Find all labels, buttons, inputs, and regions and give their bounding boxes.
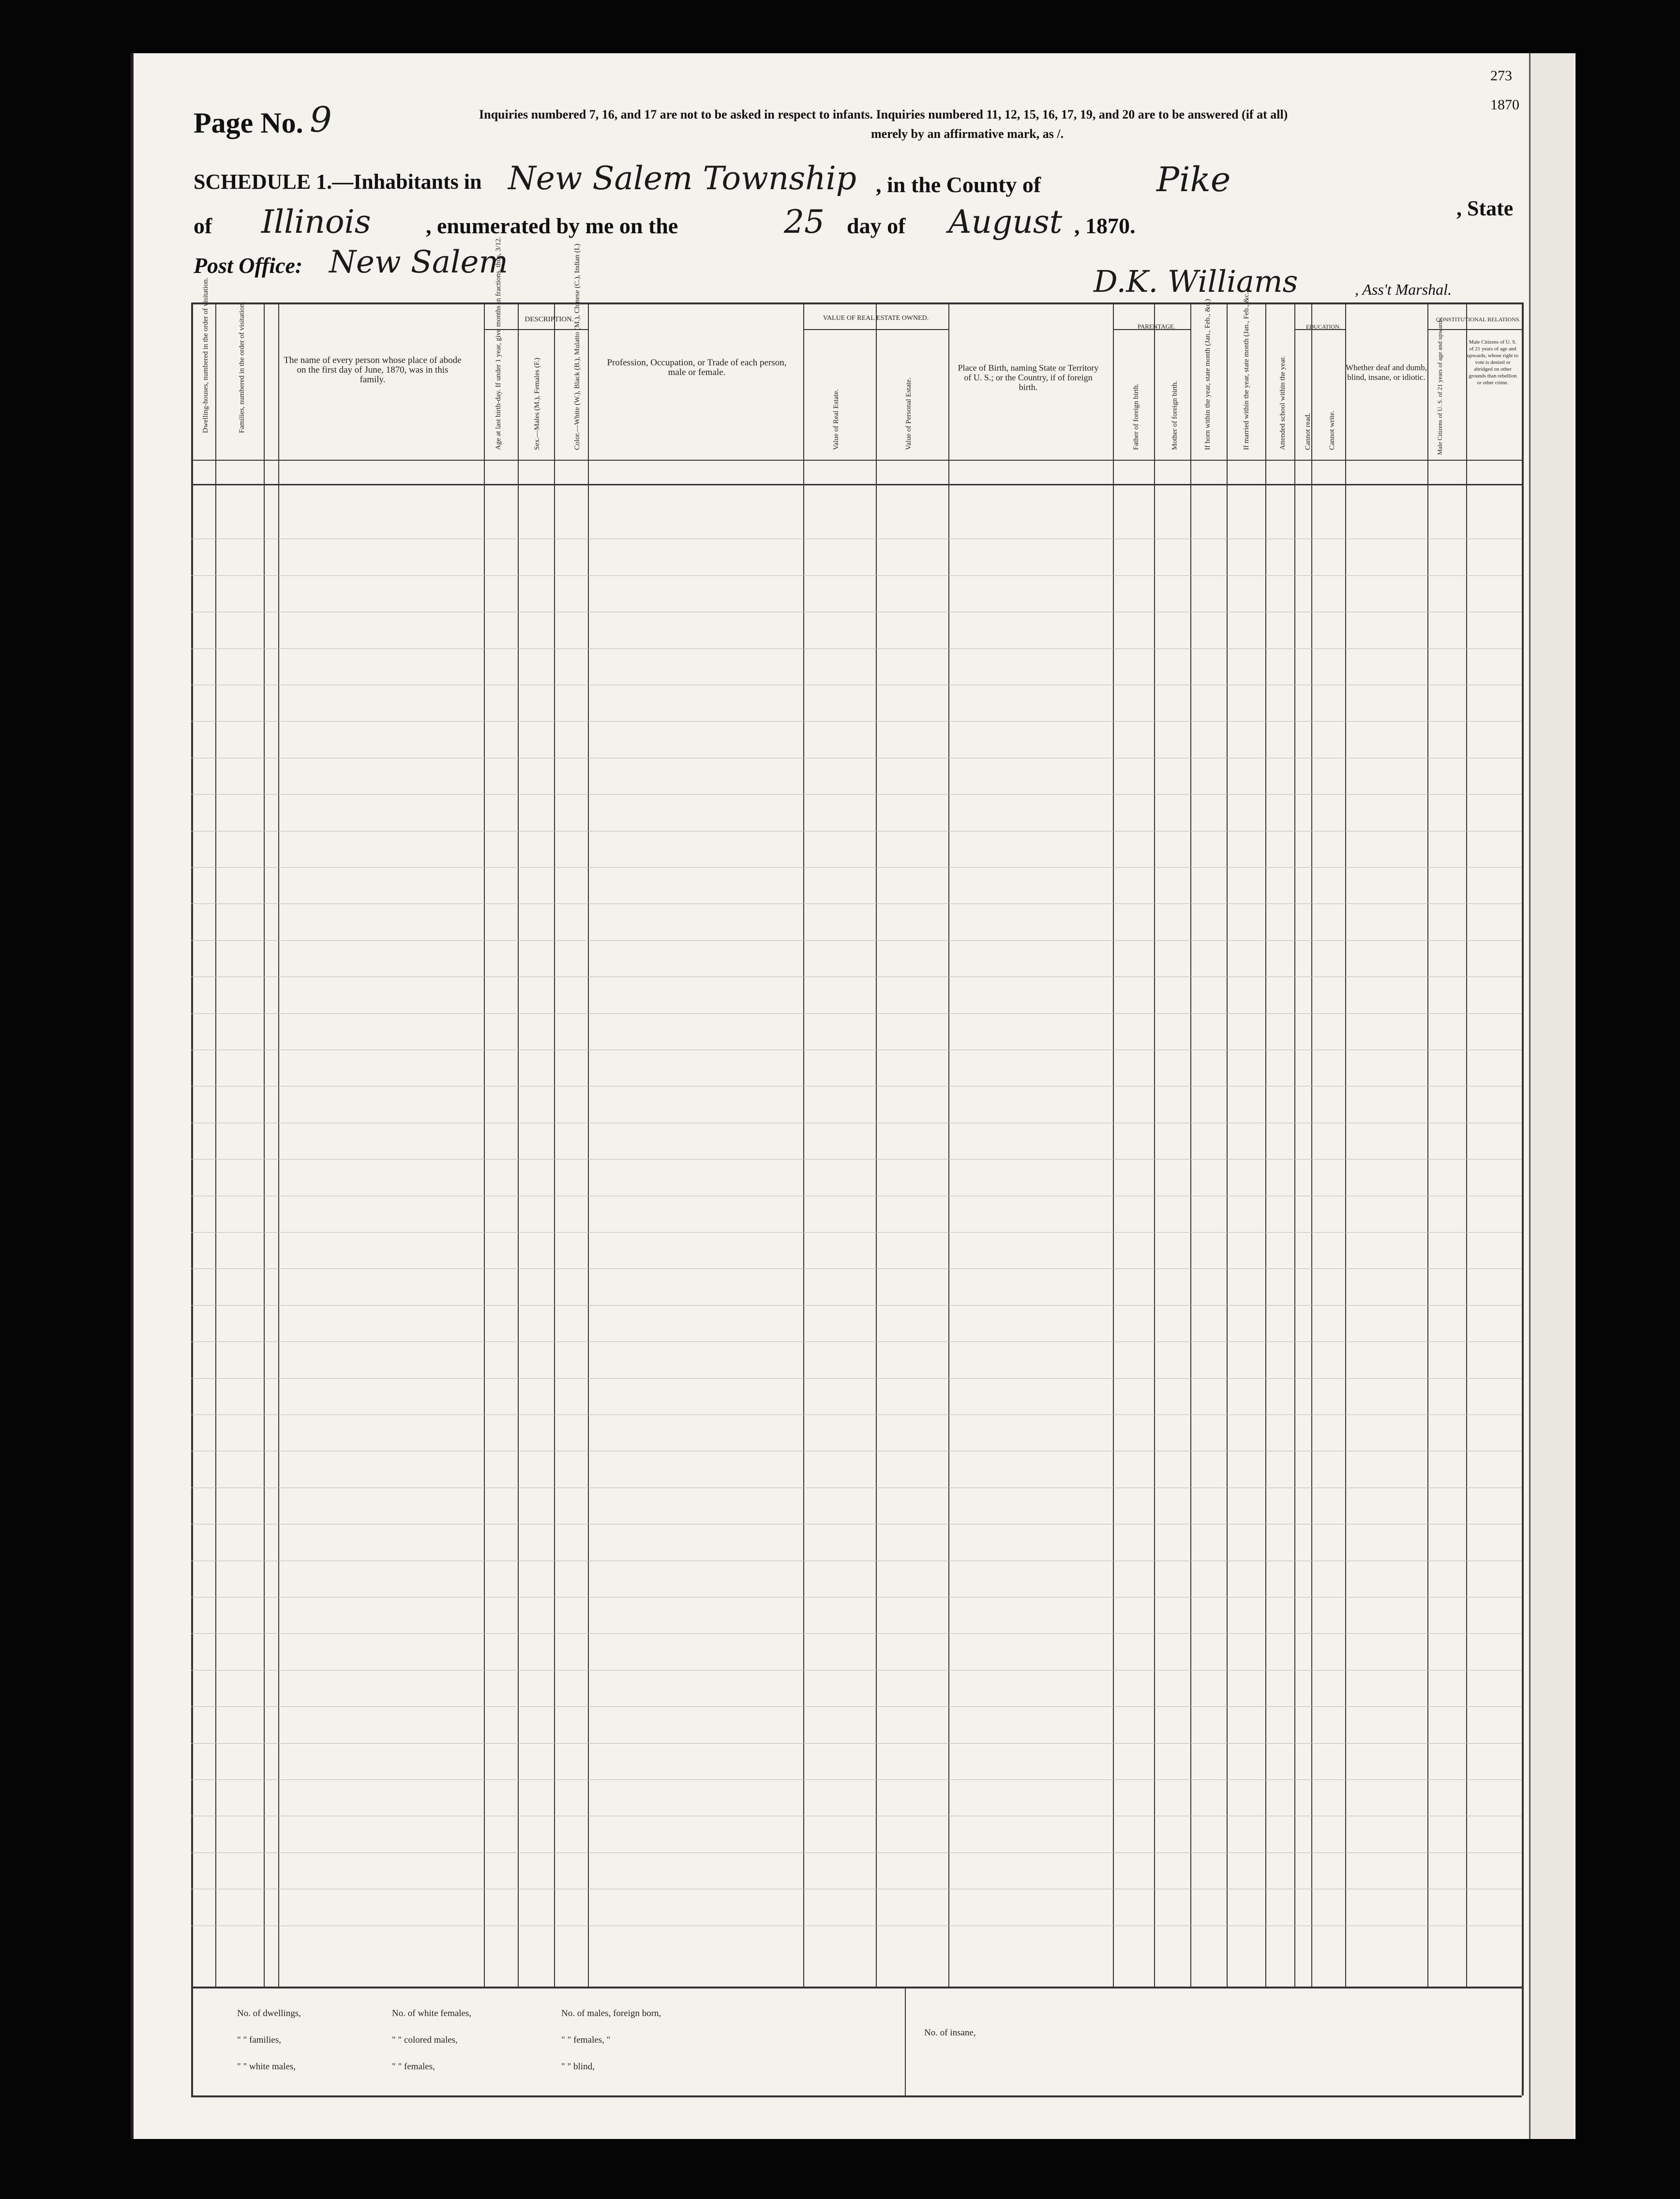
footer-colored-females: " " females,: [392, 2062, 435, 2072]
header-education: EDUCATION.: [1306, 323, 1341, 330]
enumeration-year: , 1870.: [1074, 213, 1136, 238]
grid-hline: [191, 940, 1522, 941]
grid-hline: [191, 1743, 1522, 1744]
header-birthplace: Place of Birth, naming State or Territory of U. S.; or the Country, if of foreign birth.: [958, 363, 1099, 392]
header-cannot-write: Cannot write.: [1328, 410, 1336, 450]
enumerated-label: , enumerated by me on the: [426, 213, 678, 238]
grid-vline: [1466, 302, 1467, 1987]
corner-mark: 273: [1490, 68, 1512, 84]
grid-hline: [191, 1378, 1522, 1379]
grid-vline: [1345, 302, 1346, 1987]
right-margin-strip: [1529, 53, 1574, 2139]
header-father-foreign: Father of foreign birth.: [1132, 383, 1140, 450]
page-label: Page No.: [194, 107, 303, 139]
grid-vline: [1190, 302, 1191, 1987]
header-color: Color.—White (W.), Black (B.), Mulatto (M.), Chinese (C.), Indian (I.): [573, 243, 581, 450]
of-label: of: [194, 213, 212, 238]
grid-hline: [191, 1159, 1522, 1160]
enumeration-day: 25: [784, 203, 825, 241]
grid-hline: [191, 794, 1522, 795]
header-dwelling: Dwelling-houses, numbered in the order of visitation.: [202, 277, 210, 433]
grid-vline: [191, 1987, 193, 2095]
header-married-month: If married within the year, state month (Jan., Feb., &c.): [1243, 289, 1250, 450]
marshal-label: , Ass't Marshal.: [1355, 281, 1452, 298]
grid-vline: [264, 302, 265, 1987]
header-school: Attended school within the year.: [1279, 356, 1287, 450]
grid-hline: [191, 1268, 1522, 1269]
header-family: Families, numbered in the order of visitation.: [238, 301, 246, 433]
header-vote-denied: Male Citizens of U. S. of 21 years of age and upwards, whose right to vote is denied or abridged on other grounds than rebellion or other crime.: [1467, 339, 1518, 386]
footer-dwellings: No. of dwellings,: [237, 2008, 301, 2018]
post-office-value: New Salem: [329, 244, 509, 280]
grid-hline: [191, 1633, 1522, 1634]
grid-hline: [191, 721, 1522, 722]
grid-vline: [1522, 1987, 1524, 2095]
header-constitutional: CONSTITUTIONAL RELATIONS.: [1436, 316, 1521, 323]
grid-vline: [588, 302, 589, 1987]
grid-vline: [1522, 302, 1524, 1987]
grid-hline: [191, 1341, 1522, 1342]
post-office-label: Post Office:: [194, 253, 303, 278]
grid-hline: [191, 302, 1522, 304]
grid-hline: [803, 329, 948, 330]
grid-vline: [484, 302, 485, 1987]
grid-hline: [191, 2095, 1522, 2097]
header-cannot-read: Cannot read.: [1304, 413, 1312, 450]
grid-hline: [191, 1232, 1522, 1233]
state-value: Illinois: [261, 203, 371, 241]
grid-vline: [1154, 302, 1155, 1987]
grid-hline: [191, 575, 1522, 576]
grid-vline: [905, 1987, 906, 2095]
grid-vline: [215, 302, 216, 1987]
grid-vline: [948, 302, 949, 1987]
grid-hline: [191, 484, 1522, 485]
grid-hline: [191, 1305, 1522, 1306]
header-mother-foreign: Mother of foreign birth.: [1171, 380, 1179, 450]
header-born-month: If born within the year, state month (Jan., Feb., &c.): [1204, 299, 1212, 450]
day-of-label: day of: [847, 213, 906, 238]
schedule-label: SCHEDULE 1.—Inhabitants in: [194, 170, 482, 194]
grid-hline: [191, 648, 1522, 649]
footer-insane: No. of insane,: [924, 2028, 976, 2038]
header-description: DESCRIPTION.: [525, 316, 574, 323]
header-personal-estate: Value of Personal Estate.: [905, 377, 913, 450]
marshal-signature: D.K. Williams: [1094, 264, 1298, 299]
grid-vline: [518, 302, 519, 1987]
header-name: The name of every person whose place of abode on the first day of June, 1870, was in this family.: [284, 355, 462, 385]
footer-white-males: " " white males,: [237, 2062, 296, 2072]
grid-hline: [191, 1013, 1522, 1014]
grid-vline: [1427, 302, 1428, 1987]
header-real-estate: Value of Real Estate.: [832, 389, 840, 450]
grid-vline: [1227, 302, 1228, 1987]
grid-hline: [191, 1706, 1522, 1707]
grid-vline: [803, 302, 804, 1987]
header-value-group: VALUE OF REAL ESTATE OWNED.: [823, 315, 929, 322]
header-sex: Sex.—Males (M.), Females (F.): [533, 358, 541, 450]
grid-vline: [1294, 302, 1295, 1987]
footer-foreign-males: No. of males, foreign born,: [561, 2008, 661, 2018]
footer-colored-males: " " colored males,: [392, 2035, 458, 2045]
grid-vline: [191, 302, 193, 1987]
header-deaf-blind: Whether deaf and dumb, blind, insane, or idiotic.: [1345, 363, 1427, 382]
county-label: , in the County of: [876, 172, 1041, 197]
corner-stamp: 1870: [1490, 97, 1519, 113]
grid-hline: [191, 460, 1522, 461]
header-age: Age at last birth-day. If under 1 year, give months in fractions, thus, 3/12.: [495, 237, 502, 450]
footer-blind: " " blind,: [561, 2062, 595, 2072]
footer-white-females: No. of white females,: [392, 2008, 472, 2018]
page-number: 9: [310, 99, 332, 140]
township-value: New Salem Township: [508, 160, 856, 197]
grid-vline: [554, 302, 555, 1987]
county-value: Pike: [1156, 160, 1231, 199]
footer-families: " " families,: [237, 2035, 281, 2045]
header-male-citizens: Male Citizens of U. S. of 21 years of age and upwards.: [1436, 316, 1443, 455]
instructions-line-1: Inquiries numbered 7, 16, and 17 are not to be asked in respect to infants. Inquiries numbered 11, 12, 15, 16, 17, 19, and 20 are to be answered (if at all): [479, 107, 1288, 121]
grid-hline: [191, 1670, 1522, 1671]
grid-hline: [191, 867, 1522, 868]
instructions-line-2: merely by an affirmative mark, as /.: [871, 127, 1064, 141]
header-occupation: Profession, Occupation, or Trade of each person, male or female.: [607, 358, 787, 377]
grid-vline: [876, 302, 877, 1987]
enumeration-month: August: [948, 203, 1063, 241]
grid-vline: [278, 302, 279, 1987]
grid-hline: [191, 1779, 1522, 1780]
grid-vline: [1311, 302, 1312, 1987]
state-label: , State: [1456, 196, 1514, 220]
grid-vline: [1265, 302, 1266, 1987]
grid-hline: [191, 1987, 1522, 1988]
grid-vline: [1113, 302, 1114, 1987]
header-parentage: PARENTAGE.: [1137, 323, 1176, 330]
footer-foreign-females: " " females, ": [561, 2035, 611, 2045]
